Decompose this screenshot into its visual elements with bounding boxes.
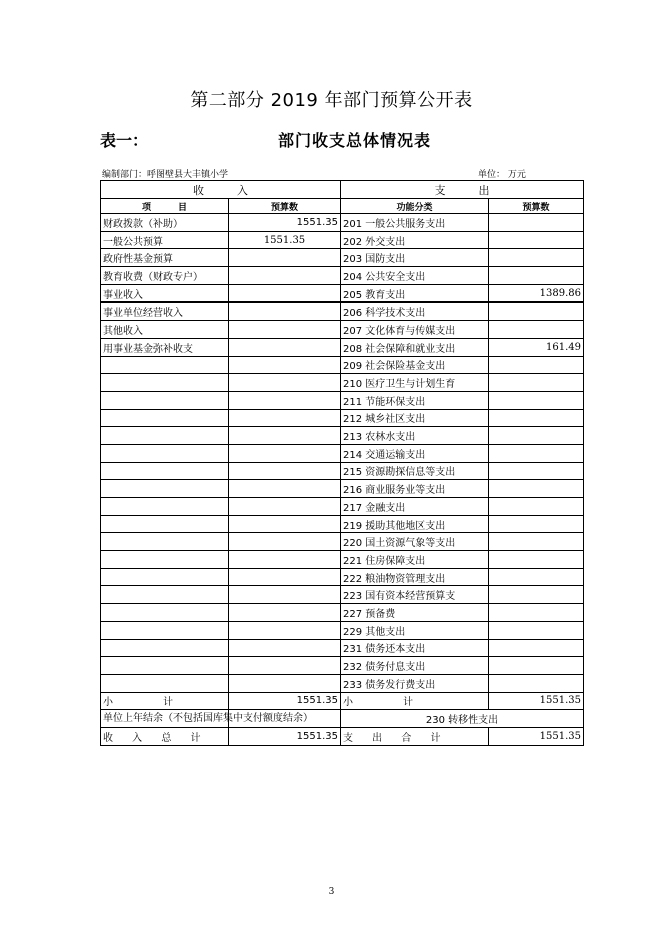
income-value bbox=[229, 267, 341, 285]
expense-item: 229 其他支出 bbox=[341, 621, 489, 639]
budget-table bbox=[100, 180, 584, 746]
table-row bbox=[101, 231, 584, 249]
expense-item: 210 医疗卫生与计划生育 bbox=[341, 374, 489, 392]
subtotal-income-label: 小 计 bbox=[101, 692, 229, 710]
expense-value bbox=[489, 533, 584, 551]
income-value bbox=[229, 374, 341, 392]
income-value bbox=[229, 480, 341, 498]
table-row bbox=[101, 568, 584, 586]
expense-value bbox=[489, 427, 584, 445]
expense-item: 222 粮油物资管理支出 bbox=[341, 568, 489, 586]
page-title: 第二部分 2019 年部门预算公开表 bbox=[190, 90, 473, 111]
carryover-income-label: 单位上年结余（不包括国库集中支付额度结余） bbox=[101, 710, 229, 728]
income-item bbox=[101, 621, 229, 639]
total-row bbox=[101, 727, 584, 745]
total-expense-label: 支 出 合 计 bbox=[341, 727, 489, 745]
income-value bbox=[229, 356, 341, 374]
table-row bbox=[101, 427, 584, 445]
table-row bbox=[101, 657, 584, 675]
table-row bbox=[101, 321, 584, 339]
carryover-expense-label: 230 转移性支出 bbox=[341, 710, 584, 728]
table-row bbox=[101, 621, 584, 639]
income-header: 收 入 bbox=[101, 181, 341, 199]
income-value bbox=[229, 444, 341, 462]
expense-value bbox=[489, 551, 584, 569]
income-item bbox=[101, 551, 229, 569]
expense-item: 213 农林水支出 bbox=[341, 427, 489, 445]
income-value bbox=[229, 391, 341, 409]
table-title: 部门收支总体情况表 bbox=[278, 131, 432, 150]
table-row bbox=[101, 533, 584, 551]
income-item bbox=[101, 657, 229, 675]
income-item bbox=[101, 427, 229, 445]
income-item bbox=[101, 462, 229, 480]
total-expense-value: 1551.35 bbox=[489, 727, 584, 745]
expense-value: 161.49 bbox=[489, 338, 584, 356]
income-value bbox=[229, 338, 341, 356]
income-item: 教育收费（财政专户） bbox=[101, 267, 229, 285]
income-item bbox=[101, 515, 229, 533]
income-item bbox=[101, 498, 229, 516]
income-item bbox=[101, 391, 229, 409]
expense-item: 223 国有资本经营预算支 bbox=[341, 586, 489, 604]
income-value bbox=[229, 515, 341, 533]
income-item bbox=[101, 444, 229, 462]
income-value bbox=[229, 586, 341, 604]
expense-item: 206 科学技术支出 bbox=[341, 302, 489, 320]
expense-value bbox=[489, 568, 584, 586]
income-value bbox=[229, 639, 341, 657]
expense-item: 207 文化体育与传媒支出 bbox=[341, 321, 489, 339]
expense-value bbox=[489, 321, 584, 339]
expense-item: 227 预备费 bbox=[341, 604, 489, 622]
table-row bbox=[101, 267, 584, 285]
income-value bbox=[229, 568, 341, 586]
table-row bbox=[101, 214, 584, 232]
expense-header: 支 出 bbox=[341, 181, 584, 199]
table-row bbox=[101, 374, 584, 392]
expense-value bbox=[489, 515, 584, 533]
total-income-label: 收 入 总 计 bbox=[101, 727, 229, 745]
income-item bbox=[101, 639, 229, 657]
expense-value bbox=[489, 657, 584, 675]
income-value bbox=[229, 427, 341, 445]
table-row bbox=[101, 480, 584, 498]
income-value bbox=[229, 321, 341, 339]
table-row bbox=[101, 604, 584, 622]
expense-value bbox=[489, 674, 584, 692]
table-row bbox=[101, 639, 584, 657]
table-row bbox=[101, 249, 584, 267]
expense-value bbox=[489, 498, 584, 516]
income-item bbox=[101, 533, 229, 551]
expense-item: 209 社会保险基金支出 bbox=[341, 356, 489, 374]
expense-item: 220 国土资源气象等支出 bbox=[341, 533, 489, 551]
expense-item: 217 金融支出 bbox=[341, 498, 489, 516]
expense-item: 208 社会保障和就业支出 bbox=[341, 338, 489, 356]
expense-value bbox=[489, 356, 584, 374]
income-item: 事业单位经营收入 bbox=[101, 302, 229, 320]
table-row bbox=[101, 391, 584, 409]
income-value: 1551.35 bbox=[229, 231, 341, 249]
subtotal-expense-label: 小 计 bbox=[341, 692, 489, 710]
expense-value bbox=[489, 302, 584, 320]
expense-value: 1389.86 bbox=[489, 284, 584, 302]
income-value bbox=[229, 462, 341, 480]
income-item bbox=[101, 568, 229, 586]
table-row bbox=[101, 515, 584, 533]
income-item bbox=[101, 674, 229, 692]
expense-value bbox=[489, 586, 584, 604]
income-value bbox=[229, 657, 341, 675]
subtotal-expense-value: 1551.35 bbox=[489, 692, 584, 710]
expense-item: 201 一般公共服务支出 bbox=[341, 214, 489, 232]
income-item: 事业收入 bbox=[101, 284, 229, 302]
income-item bbox=[101, 480, 229, 498]
category-col-header: 功能分类 bbox=[341, 199, 489, 214]
expense-item: 205 教育支出 bbox=[341, 284, 489, 302]
income-item: 一般公共预算 bbox=[101, 231, 229, 249]
income-item: 其他收入 bbox=[101, 321, 229, 339]
unit-label: 单位： 万元 bbox=[478, 170, 526, 180]
expense-value bbox=[489, 462, 584, 480]
table-row bbox=[101, 498, 584, 516]
table-label: 表一： bbox=[100, 131, 149, 150]
expense-value bbox=[489, 231, 584, 249]
income-value bbox=[229, 674, 341, 692]
income-value bbox=[229, 533, 341, 551]
table-row bbox=[101, 284, 584, 302]
expense-value bbox=[489, 480, 584, 498]
table-header bbox=[101, 181, 584, 199]
expense-item: 215 资源勘探信息等支出 bbox=[341, 462, 489, 480]
table-row bbox=[101, 444, 584, 462]
income-item: 用事业基金弥补收支 bbox=[101, 338, 229, 356]
expense-value bbox=[489, 249, 584, 267]
subtotal-row bbox=[101, 692, 584, 710]
expense-item: 204 公共安全支出 bbox=[341, 267, 489, 285]
table-row bbox=[101, 674, 584, 692]
table-row bbox=[101, 356, 584, 374]
income-item bbox=[101, 356, 229, 374]
income-value: 1551.35 bbox=[229, 214, 341, 232]
expense-item: 211 节能环保支出 bbox=[341, 391, 489, 409]
expense-item: 203 国防支出 bbox=[341, 249, 489, 267]
expense-item: 219 援助其他地区支出 bbox=[341, 515, 489, 533]
income-item bbox=[101, 374, 229, 392]
expense-value bbox=[489, 214, 584, 232]
expense-item: 216 商业服务业等支出 bbox=[341, 480, 489, 498]
expense-item: 212 城乡社区支出 bbox=[341, 409, 489, 427]
income-item bbox=[101, 604, 229, 622]
table-subheader bbox=[101, 199, 584, 214]
subtotal-income-value: 1551.35 bbox=[229, 692, 341, 710]
income-value bbox=[229, 551, 341, 569]
table-row bbox=[101, 338, 584, 356]
income-value bbox=[229, 621, 341, 639]
total-income-value: 1551.35 bbox=[229, 727, 341, 745]
income-value bbox=[229, 284, 341, 302]
income-value bbox=[229, 604, 341, 622]
expense-item: 233 债务发行费支出 bbox=[341, 674, 489, 692]
expense-item: 232 债务付息支出 bbox=[341, 657, 489, 675]
income-value bbox=[229, 302, 341, 320]
income-item: 政府性基金预算 bbox=[101, 249, 229, 267]
expense-value bbox=[489, 374, 584, 392]
table-row bbox=[101, 409, 584, 427]
expense-item: 221 住房保障支出 bbox=[341, 551, 489, 569]
expense-value bbox=[489, 604, 584, 622]
item-col-header: 项 目 bbox=[101, 199, 229, 214]
table-row bbox=[101, 302, 584, 320]
table-row bbox=[101, 462, 584, 480]
expense-item: 202 外交支出 bbox=[341, 231, 489, 249]
income-item bbox=[101, 409, 229, 427]
table-row bbox=[101, 551, 584, 569]
expense-item: 214 交通运输支出 bbox=[341, 444, 489, 462]
expense-value bbox=[489, 391, 584, 409]
carryover-row bbox=[101, 710, 584, 728]
expense-value bbox=[489, 409, 584, 427]
income-item: 财政拨款（补助） bbox=[101, 214, 229, 232]
page-number: 3 bbox=[328, 887, 335, 897]
expense-item: 231 债务还本支出 bbox=[341, 639, 489, 657]
expense-value bbox=[489, 639, 584, 657]
budget-col-header: 预算数 bbox=[229, 199, 341, 214]
income-item bbox=[101, 586, 229, 604]
table-row bbox=[101, 586, 584, 604]
expense-value bbox=[489, 267, 584, 285]
income-value bbox=[229, 409, 341, 427]
budget2-col-header: 预算数 bbox=[489, 199, 584, 214]
expense-value bbox=[489, 621, 584, 639]
expense-value bbox=[489, 444, 584, 462]
income-value bbox=[229, 249, 341, 267]
income-value bbox=[229, 498, 341, 516]
prepared-by: 编制部门：呼图壁县大丰镇小学 bbox=[102, 170, 229, 180]
